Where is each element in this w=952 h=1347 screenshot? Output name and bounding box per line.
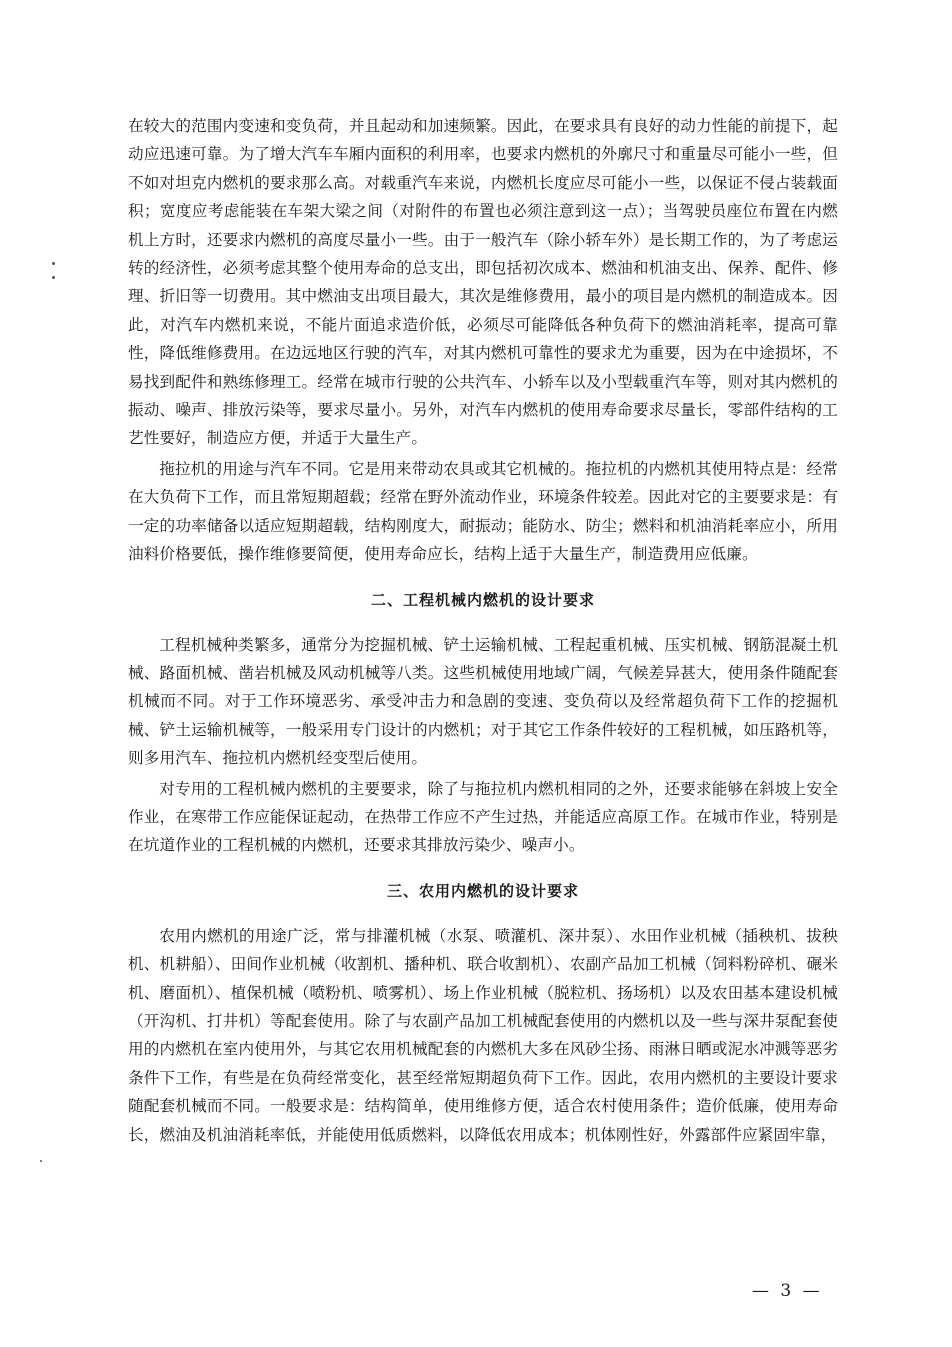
page-number: — 3 — bbox=[752, 1281, 823, 1301]
section-heading-agricultural-engines: 三、农用内燃机的设计要求 bbox=[386, 881, 579, 900]
paragraph-agricultural-engines: 农用内燃机的用途广泛，常与排灌机械（水泵、喷灌机、深井泵）、水田作业机械（插秧机、拔秧机、机耕船）、田间作业机械（收割机、播种机、联合收割机）、农副产品加工机械（饲料粉碎机、碾米机、磨面机）、植保机械（喷粉机、喷雾机）、场上作业机械（脱粒机、扬场机）以及农田基本建设机械（开沟机、打井机）等配套使用。除了与农副产品加工机械配套使用的内燃机以及一些与深井泵配套使用的内燃机在室内使用外，与其它农用机械配套的内燃机大多在风砂尘扬、雨淋日晒或泥水冲溅等恶劣条件下工作，有些是在负荷经常变化，甚至经常短期超负荷下工作。因此，农用内燃机的主要设计要求随配套机械而不同。一般要求是：结构简单，使用维修方便，适合农村使用条件；造价低廉，使用寿命长，燃油及机油消耗率低，并能使用低质燃料，以降低农用成本；机体刚性好，外露部件应紧固牢靠， bbox=[128, 926, 838, 1144]
scan-speck bbox=[40, 1160, 42, 1162]
page-body bbox=[128, 112, 838, 1149]
paragraph-construction-machinery-types: 工程机械种类繁多，通常分为挖掘机械、铲土运输机械、工程起重机械、压实机械、钢筋混凝土机械、路面机械、凿岩机械及风动机械等八类。这些机械使用地域广阔，气候差异甚大，使用条件随配套机械而不同。对于工作环境恶劣、承受冲击力和急剧的变速、变负荷以及经常超负荷下工作的挖掘机械、铲土运输机械等，一般采用专门设计的内燃机；对于其它工作条件较好的工程机械，如压路机等，则多用汽车、拖拉机内燃机经变型后使用。 bbox=[128, 635, 838, 768]
scan-speck bbox=[52, 276, 55, 279]
paragraph-tractor-requirements: 拖拉机的用途与汽车不同。它是用来带动农具或其它机械的。拖拉机的内燃机其使用特点是：经常在大负荷下工作，而且常短期超载；经常在野外流动作业，环境条件较差。因此对它的主要要求是：有一定的功率储备以适应短期超载，结构刚度大，耐振动；能防水、防尘；燃料和机油消耗率应小，所用油料价格要低，操作维修要简便，使用寿命应长，结构上适于大量生产，制造费用应低廉。 bbox=[128, 459, 838, 564]
paragraph-construction-machinery-requirements: 对专用的工程机械内燃机的主要要求，除了与拖拉机内燃机相同的之外，还要求能够在斜坡上安全作业，在寒带工作应能保证起动，在热带工作应不产生过热，并能适应高原工作。在城市作业，特别是在坑道作业的工程机械的内燃机，还要求其排放污染少、噪声小。 bbox=[128, 779, 838, 855]
paragraph-automobile-requirements: 在较大的范围内变速和变负荷，并且起动和加速频繁。因此，在要求具有良好的动力性能的前提下，起动应迅速可靠。为了增大汽车车厢内面积的利用率，也要求内燃机的外廓尺寸和重量尽可能小一些，但不如对坦克内燃机的要求那么高。对载重汽车来说，内燃机长度应尽可能小一些，以保证不侵占装载面积；宽度应考虑能装在车架大梁之间（对附件的布置也必须注意到这一点）；当驾驶员座位布置在内燃机上方时，还要求内燃机的高度尽量小一些。由于一般汽车（除小轿车外）是长期工作的，为了考虑运转的经济性，必须考虑其整个使用寿命的总支出，即包括初次成本、燃油和机油支出、保养、配件、修理、折旧等一切费用。其中燃油支出项目最大，其次是维修费用，最小的项目是内燃机的制造成本。因此，对汽车内燃机来说，不能片面追求造价低，必须尽可能降低各种负荷下的燃油消耗率，提高可靠性，降低维修费用。在边远地区行驶的汽车，对其内燃机可靠性的要求尤为重要，因为在中途损坏，不易找到配件和熟练修理工。经常在城市行驶的公共汽车、小轿车以及小型载重汽车等，则对其内燃机的振动、噪声、排放污染等，要求尽量小。另外，对汽车内燃机的使用寿命要求尽量长，零部件结构的工艺性要好，制造应方便，并适于大量生产。 bbox=[128, 117, 838, 448]
scan-speck bbox=[52, 262, 55, 265]
section-heading-construction-machinery: 二、工程机械内燃机的设计要求 bbox=[370, 590, 595, 609]
